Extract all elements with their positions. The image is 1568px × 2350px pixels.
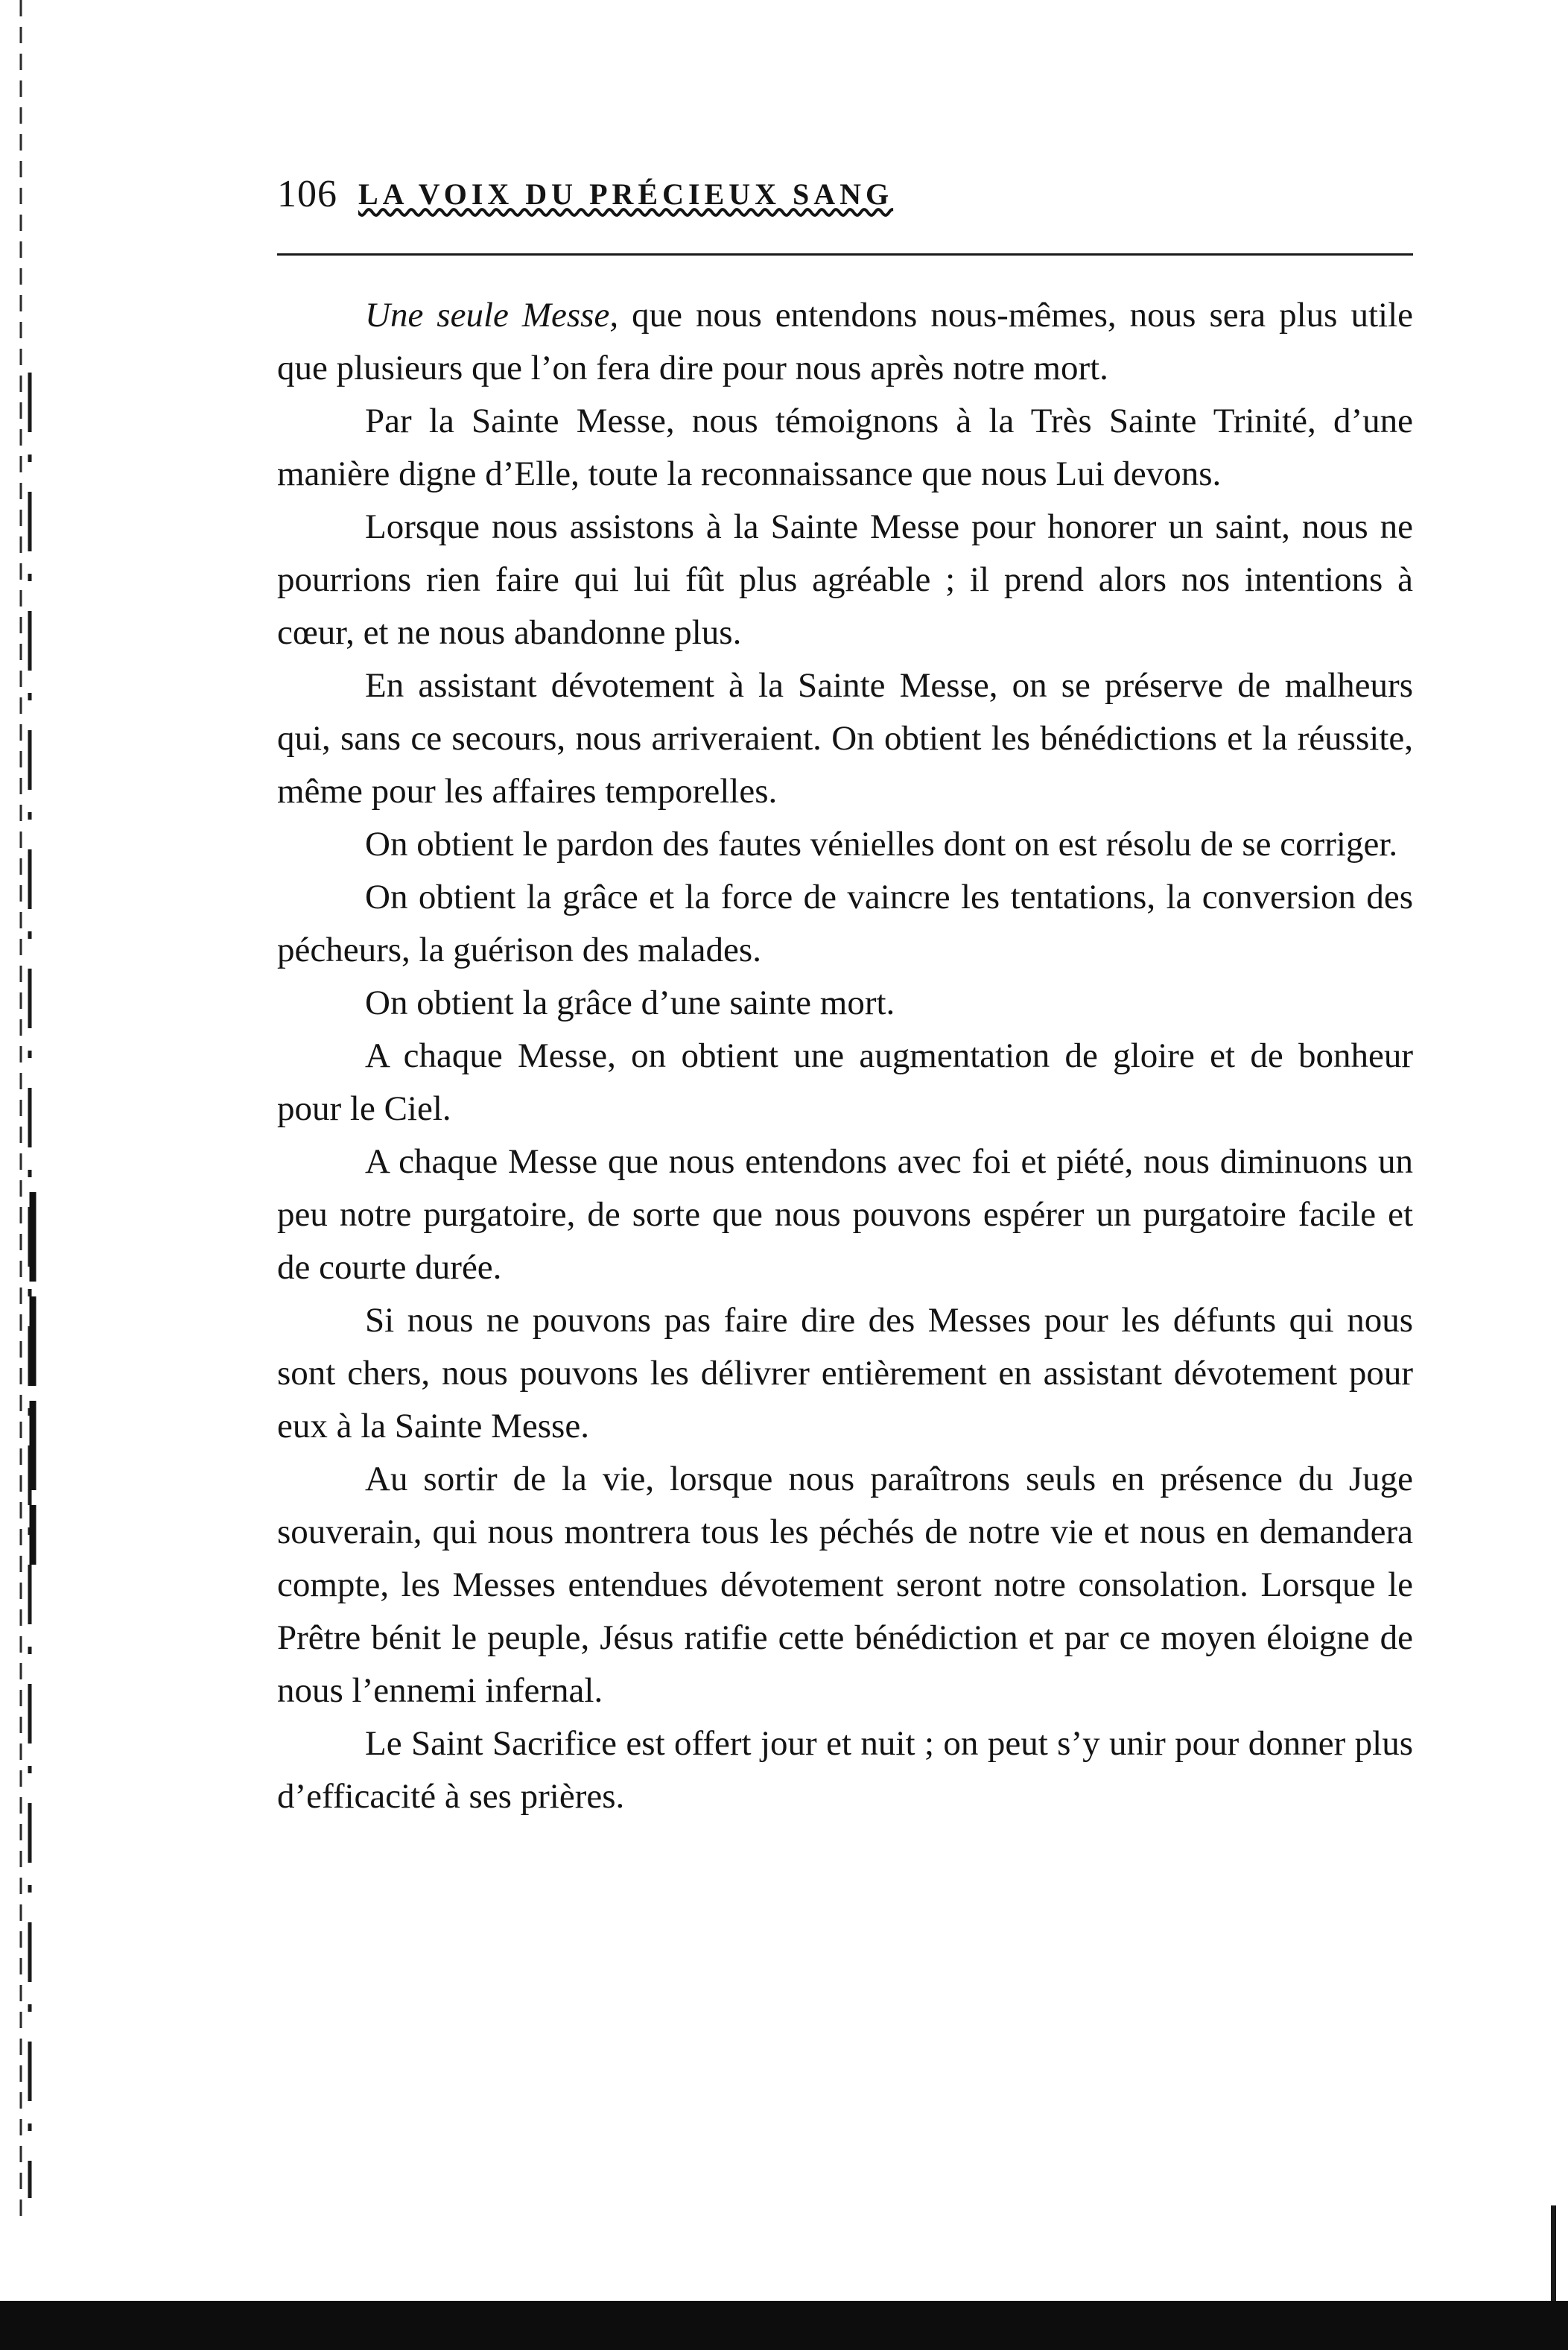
paragraph-1 <box>277 289 1413 395</box>
paragraph-6: On obtient la grâce et la force de vaincre les tentations, la conversion des pécheurs, la guérison des malades. <box>277 878 1413 969</box>
body-text <box>277 289 1413 1823</box>
italic-phrase: Une seule Messe, <box>365 296 619 335</box>
paragraph-1-text: que nous entendons nous-mêmes, nous sera plus utile que plusieurs que l’on fera dire pour nous après notre mort. <box>277 296 1413 387</box>
paragraph-8: A chaque Messe, on obtient une augmentation de gloire et de bonheur pour le Ciel. <box>277 1036 1413 1128</box>
running-title: LA VOIX DU PRÉCIEUX SANG <box>358 177 894 211</box>
scan-bottom-border <box>0 2301 1568 2350</box>
paragraph-12: Le Saint Sacrifice est offert jour et nuit ; on peut s’y unir pour donner plus d’efficacité à ses prières. <box>277 1724 1413 1816</box>
paragraph-5: On obtient le pardon des fautes vénielles dont on est résolu de se corriger. <box>365 825 1398 864</box>
paragraph-3: Lorsque nous assistons à la Sainte Messe pour honorer un saint, nous ne pourrions rien faire qui lui fût plus agréable ; il prend alors nos intentions à cœur, et ne nous abandonne plus. <box>277 507 1413 652</box>
page-edge-mark <box>1551 2205 1556 2301</box>
paragraph-4: En assistant dévotement à la Sainte Messe, on se préserve de malheurs qui, sans ce secours, nous arriveraient. On obtient les bénédictions et la réussite, même pour les affaires temporelles. <box>277 666 1413 811</box>
paragraph-10: Si nous ne pouvons pas faire dire des Messes pour les défunts qui nous sont chers, nous pouvons les délivrer entièrement en assistant dévotement pour eux à la Sainte Messe. <box>277 1301 1413 1445</box>
paragraph-11: Au sortir de la vie, lorsque nous paraîtrons seuls en présence du Juge souverain, qui nous montrera tous les péchés de notre vie et nous en demandera compte, les Messes entendues dévotement seront notre consolation. Lorsque le Prêtre bénit le peuple, Jésus ratifie cette bénédiction et par ce moyen éloigne de nous l’ennemi infernal. <box>277 1460 1413 1710</box>
paragraph-9: A chaque Messe que nous entendons avec foi et piété, nous diminuons un peu notre purgatoire, de sorte que nous pouvons espérer un purgatoire facile et de courte durée. <box>277 1142 1413 1287</box>
page-header <box>277 165 1409 222</box>
binding-edge <box>7 0 37 2220</box>
page-number: 106 <box>277 172 337 215</box>
paragraph-2: Par la Sainte Messe, nous témoignons à la Très Sainte Trinité, d’une manière digne d’Elle, toute la reconnaissance que nous Lui devons. <box>277 402 1413 493</box>
paragraph-7: On obtient la grâce d’une sainte mort. <box>365 984 895 1022</box>
header-rule <box>277 253 1413 256</box>
